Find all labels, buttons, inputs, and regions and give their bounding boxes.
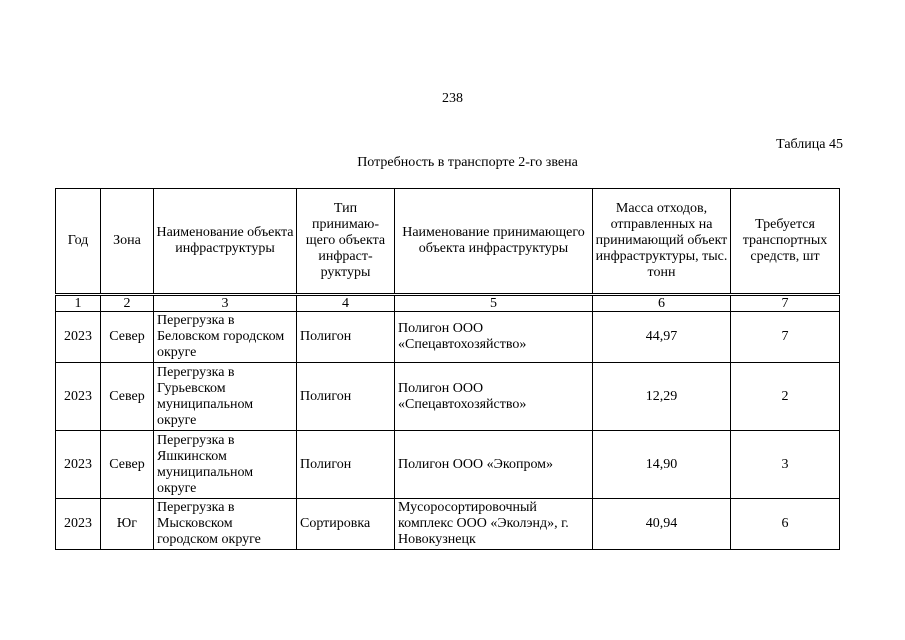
column-number: 1	[56, 295, 101, 312]
column-number: 6	[593, 295, 731, 312]
cell-year: 2023	[56, 499, 101, 550]
header-row	[56, 189, 840, 295]
transport-needs-table	[55, 188, 840, 550]
cell-object-name: Перегрузка в Мысковском городском округе	[154, 499, 297, 550]
table-row	[56, 499, 840, 550]
cell-receiver-name: Мусоросортировочный комплекс ООО «Эколэнд», г. Новокузнецк	[395, 499, 593, 550]
cell-receiver-type: Сортировка	[297, 499, 395, 550]
cell-object-name: Перегрузка в Гурьевском муниципальном округе	[154, 363, 297, 431]
cell-receiver-name: Полигон ООО «Экопром»	[395, 431, 593, 499]
header-object-name: Наименование объекта инфраструктуры	[154, 189, 297, 295]
header-zone: Зона	[101, 189, 154, 295]
cell-waste-mass: 14,90	[593, 431, 731, 499]
cell-object-name: Перегрузка в Беловском городском округе	[154, 312, 297, 363]
column-number: 7	[731, 295, 840, 312]
cell-zone: Север	[101, 431, 154, 499]
page-number: 238	[442, 91, 463, 106]
cell-receiver-name: Полигон ООО «Спецавтохозяйство»	[395, 363, 593, 431]
cell-waste-mass: 44,97	[593, 312, 731, 363]
cell-zone: Север	[101, 363, 154, 431]
table-title: Потребность в транспорте 2-го звена	[357, 155, 578, 170]
cell-year: 2023	[56, 312, 101, 363]
header-vehicles-required: Требуется транспортных средств, шт	[731, 189, 840, 295]
cell-receiver-type: Полигон	[297, 363, 395, 431]
column-number: 5	[395, 295, 593, 312]
column-number: 4	[297, 295, 395, 312]
cell-waste-mass: 12,29	[593, 363, 731, 431]
cell-year: 2023	[56, 431, 101, 499]
header-receiver-type: Тип принимаю-щего объекта инфраст-руктуры	[297, 189, 395, 295]
cell-vehicles: 3	[731, 431, 840, 499]
table-row	[56, 431, 840, 499]
cell-receiver-type: Полигон	[297, 431, 395, 499]
column-number: 2	[101, 295, 154, 312]
cell-object-name: Перегрузка в Яшкинском муниципальном округе	[154, 431, 297, 499]
cell-vehicles: 2	[731, 363, 840, 431]
column-number-row	[56, 295, 840, 312]
cell-receiver-name: Полигон ООО «Спецавтохозяйство»	[395, 312, 593, 363]
table-row	[56, 363, 840, 431]
cell-waste-mass: 40,94	[593, 499, 731, 550]
cell-year: 2023	[56, 363, 101, 431]
header-year: Год	[56, 189, 101, 295]
cell-zone: Север	[101, 312, 154, 363]
cell-vehicles: 7	[731, 312, 840, 363]
column-number: 3	[154, 295, 297, 312]
header-waste-mass: Масса отходов, отправленных на принимающий объект инфраструктуры, тыс. тонн	[593, 189, 731, 295]
cell-zone: Юг	[101, 499, 154, 550]
table-label: Таблица 45	[776, 137, 843, 152]
cell-receiver-type: Полигон	[297, 312, 395, 363]
header-receiver-name: Наименование принимающего объекта инфраструктуры	[395, 189, 593, 295]
table-row	[56, 312, 840, 363]
cell-vehicles: 6	[731, 499, 840, 550]
